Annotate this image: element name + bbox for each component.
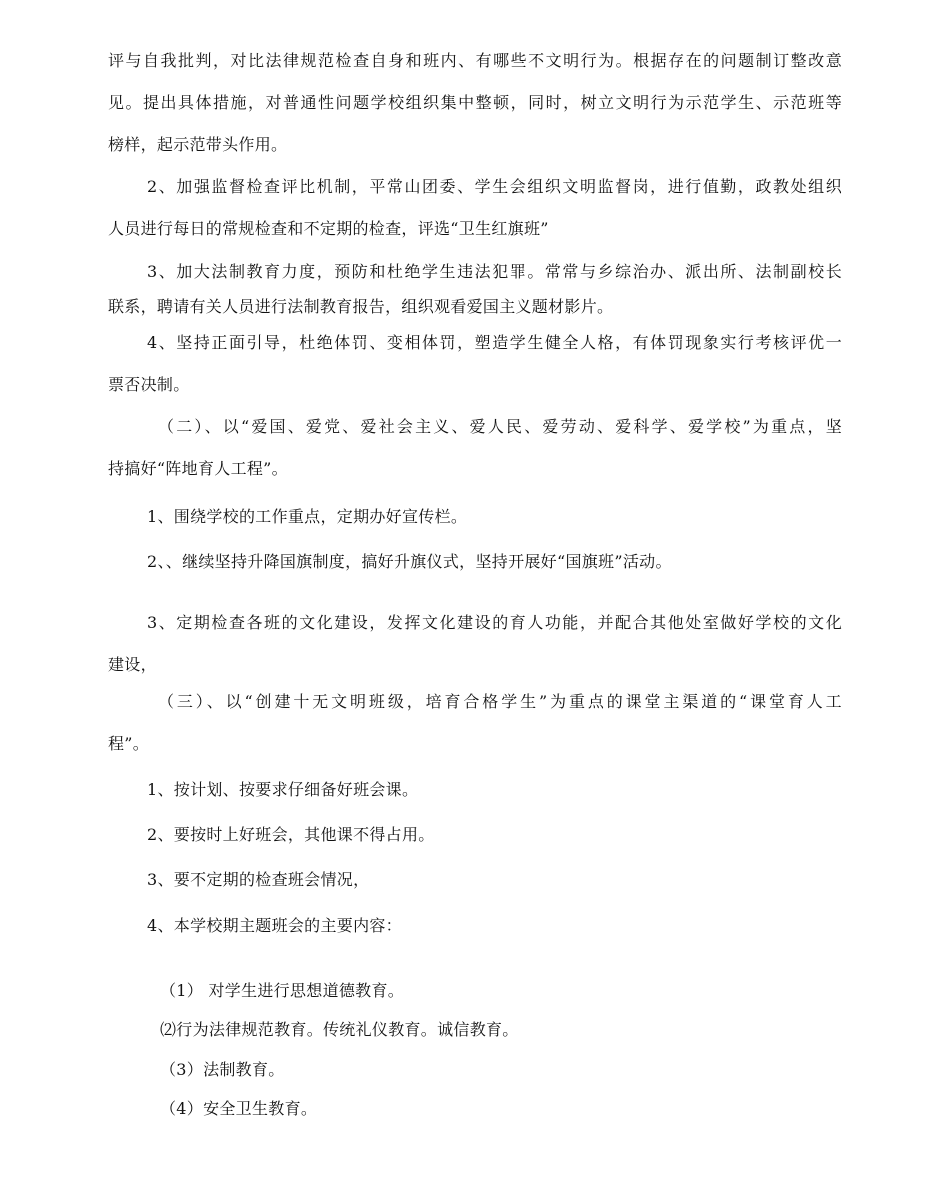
text-line: 2、加强监督检查评比机制，平常山团委、学生会组织文明监督岗，进行值勤，政教处组织 xyxy=(147,177,842,196)
text-line: 建设， xyxy=(108,655,157,674)
text-line: 联系，聘请有关人员进行法制教育报告，组织观看爱国主义题材影片。 xyxy=(108,297,614,316)
text-line: 4、本学校期主题班会的主要内容： xyxy=(147,916,402,935)
text-line: 2、要按时上好班会，其他课不得占用。 xyxy=(147,825,435,844)
text-line: 榜样，起示范带头作用。 xyxy=(108,135,288,154)
text-line: 1、围绕学校的工作重点，定期办好宣传栏。 xyxy=(147,507,468,526)
list-item: （3）法制教育。 xyxy=(160,1060,285,1079)
text-line: 票否决制。 xyxy=(108,375,190,394)
text-line: 评与自我批判，对比法律规范检查自身和班内、有哪些不文明行为。根据存在的问题制订整改意 xyxy=(108,51,842,70)
list-item: （4）安全卫生教育。 xyxy=(160,1099,318,1118)
text-line: 持搞好“阵地育人工程”。 xyxy=(108,459,288,478)
section-heading: （三）、以“创建十无文明班级，培育合格学生”为重点的课堂主渠道的“课堂育人工 xyxy=(158,692,842,711)
list-item: （1） 对学生进行思想道德教育。 xyxy=(160,981,405,1000)
text-line: 人员进行每日的常规检查和不定期的检查，评选“卫生红旗班” xyxy=(108,219,549,238)
text-line: 1、按计划、按要求仔细备好班会课。 xyxy=(147,780,419,799)
text-line: 程”。 xyxy=(108,734,150,753)
text-line: 见。提出具体措施，对普通性问题学校组织集中整顿，同时，树立文明行为示范学生、示范班等 xyxy=(108,93,842,112)
text-line: 3、要不定期的检查班会情况， xyxy=(147,870,370,889)
list-item: ⑵行为法律规范教育。传统礼仪教育。诚信教育。 xyxy=(160,1020,519,1039)
section-heading: （二）、以“爱国、爱党、爱社会主义、爱人民、爱劳动、爱科学、爱学校”为重点，坚 xyxy=(158,417,842,436)
text-line: 4、坚持正面引导，杜绝体罚、变相体罚，塑造学生健全人格，有体罚现象实行考核评优一 xyxy=(147,333,842,352)
text-line: 3、加大法制教育力度，预防和杜绝学生违法犯罪。常常与乡综治办、派出所、法制副校长 xyxy=(147,262,842,281)
text-line: 2、、继续坚持升降国旗制度，搞好升旗仪式，坚持开展好“国旗班”活动。 xyxy=(147,552,672,571)
text-line: 3、定期检查各班的文化建设，发挥文化建设的育人功能，并配合其他处室做好学校的文化 xyxy=(147,613,842,632)
